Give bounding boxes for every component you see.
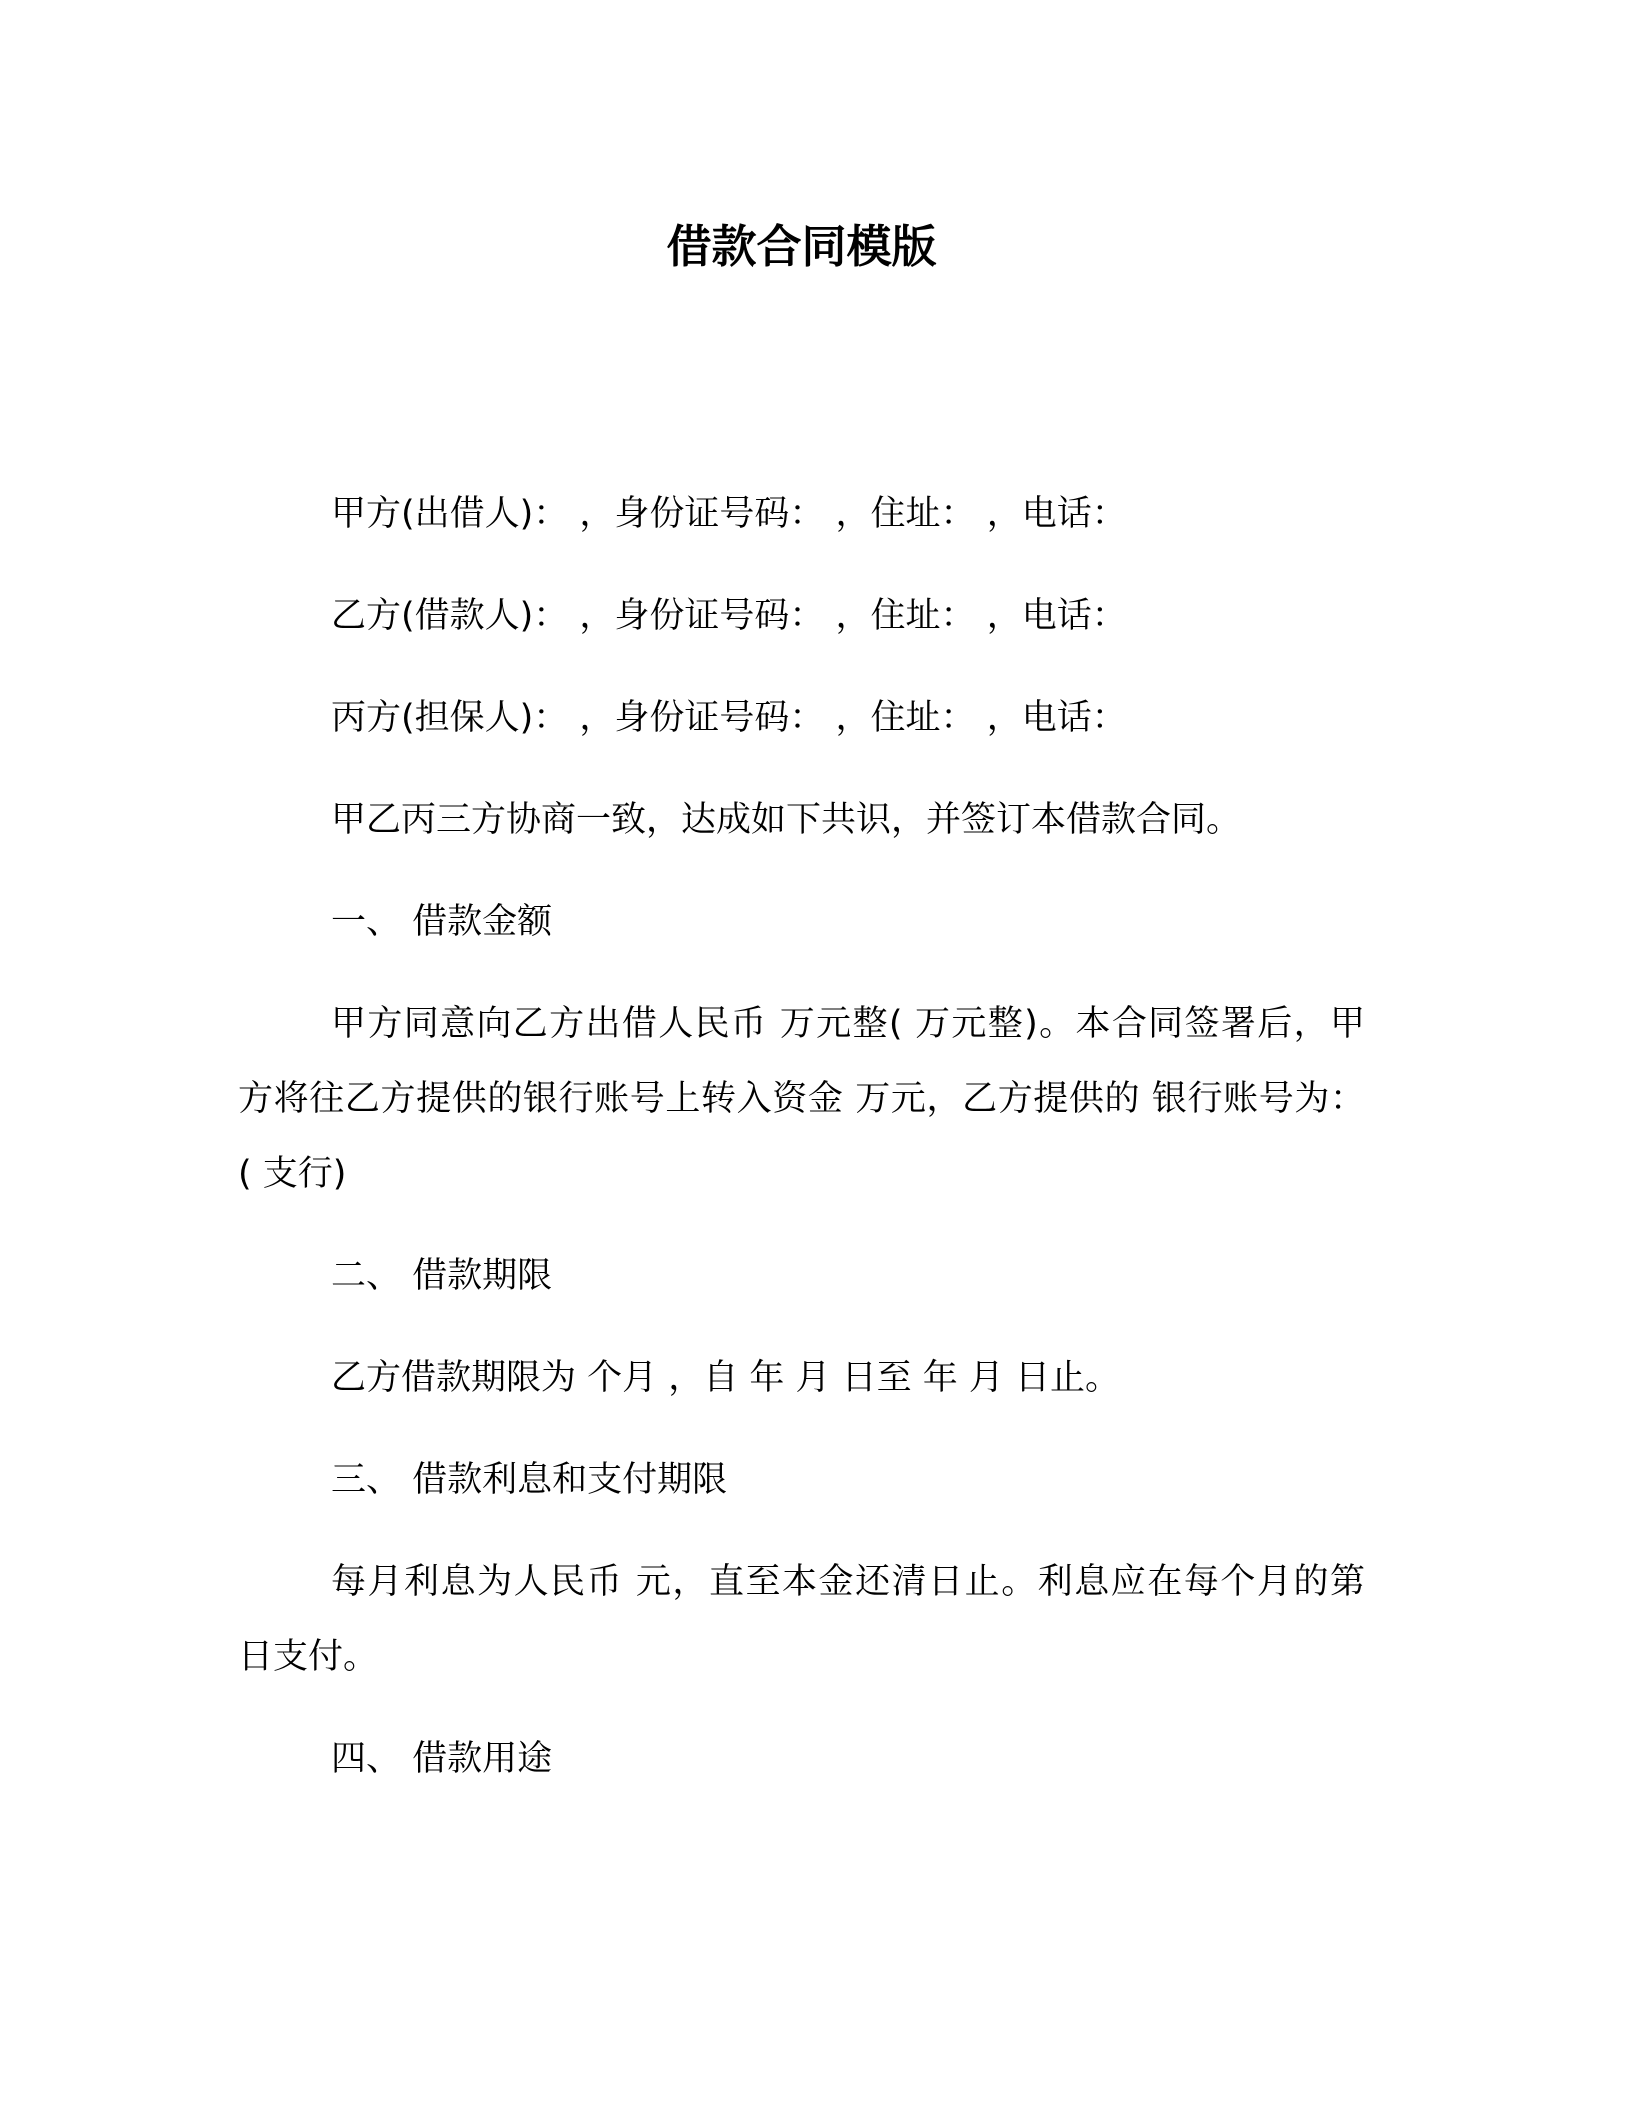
paragraph-line: 每月利息为人民币 元，直至本金还清日止。利息应在每个月的第 [331,1562,1365,1602]
section-heading-text: 二、 借款期限 [331,1256,553,1296]
party-line-guarantor [238,681,1365,756]
section-heading-interest [238,1443,1365,1518]
paragraph-line: 甲乙丙三方协商一致，达成如下共识，并签订本借款合同。 [331,800,1242,840]
section-paragraph-loan-amount [238,987,1365,1212]
section-heading-loan-amount [238,885,1365,960]
paragraph-line: 甲方(出借人)： ，身份证号码： ，住址： ，电话： [331,494,1127,534]
section-paragraph-interest [238,1545,1365,1695]
paragraph-line: 丙方(担保人)： ，身份证号码： ，住址： ，电话： [331,698,1127,738]
party-line-borrower [238,579,1365,654]
paragraph-line: 甲方同意向乙方出借人民币 万元整( 万元整)。本合同签署后，甲 [331,1004,1365,1044]
section-heading-loan-term [238,1239,1365,1314]
paragraph-line: 乙方借款期限为 个月 ，自 年 月 日至 年 月 日止。 [331,1358,1121,1398]
paragraph-line: 乙方(借款人)： ，身份证号码： ，住址： ，电话： [331,596,1127,636]
paragraph-line: 日支付。 [238,1637,379,1677]
party-line-lender [238,477,1365,552]
intro-paragraph [238,783,1365,858]
paragraph-line: 方将往乙方提供的银行账号上转入资金 万元，乙方提供的 银行账号为： [238,1079,1365,1119]
document-title: 借款合同模版 [666,220,937,273]
section-heading-text: 四、 借款用途 [331,1739,553,1779]
paragraph-line: ( 支行) [238,1154,347,1194]
section-heading-text: 三、 借款利息和支付期限 [331,1460,728,1500]
document-body [238,217,1365,1824]
section-heading-text: 一、 借款金额 [331,902,553,942]
section-paragraph-loan-term [238,1341,1365,1416]
section-heading-loan-purpose [238,1722,1365,1797]
